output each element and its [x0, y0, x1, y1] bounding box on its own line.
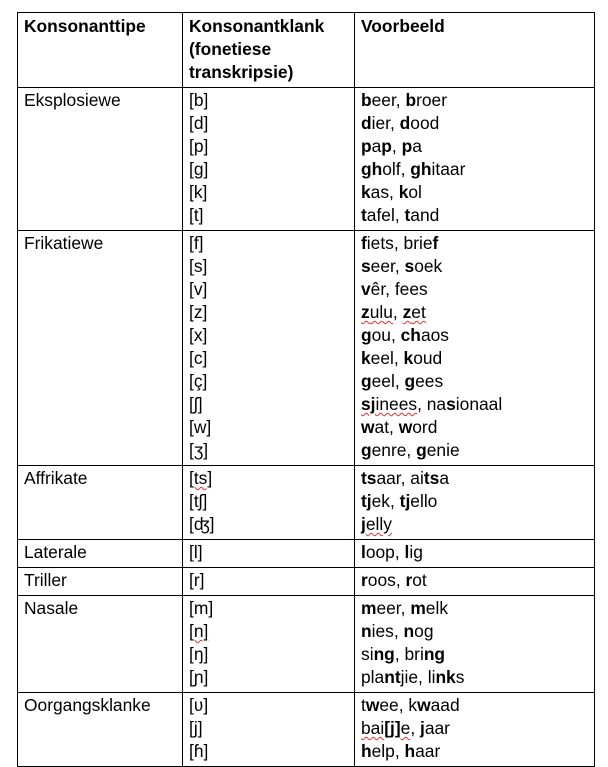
consonant-type-cell	[18, 693, 183, 767]
phonetic-transcription: [s]	[189, 256, 208, 276]
consonant-sound-cell	[183, 466, 355, 540]
example-words: geel, gees	[361, 371, 444, 391]
example-words: loop, lig	[361, 542, 423, 562]
consonant-type-cell	[18, 540, 183, 568]
example-words: kas, kol	[361, 182, 422, 202]
table-row	[18, 568, 595, 596]
phonetic-transcription: [d]	[189, 113, 209, 133]
example-words: meer, melk	[361, 598, 449, 618]
table-row	[18, 231, 595, 466]
phonetic-transcription: [r]	[189, 570, 205, 590]
header-consonant-sound: Konsonantklank (fonetiese transkripsie)	[183, 13, 355, 88]
phonetic-transcription: [j]	[189, 718, 203, 738]
consonant-type: Frikatiewe	[24, 233, 104, 253]
consonant-type: Eksplosiewe	[24, 90, 121, 110]
example-words: twee, kwaad	[361, 695, 460, 715]
phonetic-transcription: [ʤ]	[189, 514, 215, 534]
consonant-type: Oorgangsklanke	[24, 695, 151, 715]
phonetic-transcription: [ŋ]	[189, 644, 209, 664]
consonant-type-cell	[18, 568, 183, 596]
example-cell	[355, 693, 595, 767]
consonant-sound-cell	[183, 693, 355, 767]
header-row	[18, 13, 595, 88]
consonant-type: Nasale	[24, 598, 79, 618]
phonetic-transcription: [v]	[189, 279, 208, 299]
phonetic-transcription: [p]	[189, 136, 209, 156]
example-words: genre, genie	[361, 440, 460, 460]
consonant-type-cell	[18, 231, 183, 466]
example-words: jelly	[361, 514, 392, 534]
example-cell	[355, 540, 595, 568]
example-words: zulu, zet	[361, 302, 426, 322]
consonant-type-cell	[18, 596, 183, 693]
consonant-sound-cell	[183, 596, 355, 693]
consonant-sound-cell	[183, 540, 355, 568]
example-words: roos, rot	[361, 570, 427, 590]
phonetic-transcription: [b]	[189, 90, 209, 110]
example-words: help, haar	[361, 741, 441, 761]
example-words: tjek, tjello	[361, 491, 438, 511]
phonetic-transcription: [z]	[189, 302, 208, 322]
phonetic-transcription: [g]	[189, 159, 209, 179]
phonetic-transcription: [w]	[189, 417, 212, 437]
phonetic-transcription: [ɲ]	[189, 667, 209, 687]
example-words: pap, pa	[361, 136, 422, 156]
example-words: sing, bring	[361, 644, 446, 664]
phonetic-transcription: [c]	[189, 348, 208, 368]
example-cell	[355, 596, 595, 693]
example-words: tafel, tand	[361, 205, 440, 225]
phonetic-transcription: [tʃ]	[189, 491, 208, 511]
phonetic-transcription: [m]	[189, 598, 214, 618]
consonant-table	[17, 12, 595, 767]
consonant-sound-cell	[183, 88, 355, 231]
example-words: keel, koud	[361, 348, 443, 368]
phonetic-transcription: [f]	[189, 233, 204, 253]
phonetic-transcription: [ts]	[189, 468, 213, 488]
phonetic-transcription: [ʒ]	[189, 440, 209, 460]
example-words: dier, dood	[361, 113, 440, 133]
phonetic-transcription: [x]	[189, 325, 208, 345]
phonetic-transcription: [ʃ]	[189, 394, 203, 414]
phonetic-transcription: [l]	[189, 542, 203, 562]
example-cell	[355, 568, 595, 596]
consonant-sound-cell	[183, 231, 355, 466]
example-words: tsaar, aitsa	[361, 468, 449, 488]
example-words: plantjie, links	[361, 667, 465, 687]
example-words: fiets, brief	[361, 233, 439, 253]
consonant-type: Laterale	[24, 542, 87, 562]
table-row	[18, 88, 595, 231]
example-cell	[355, 231, 595, 466]
consonant-type: Affrikate	[24, 468, 88, 488]
consonant-sound-cell	[183, 568, 355, 596]
phonetic-transcription: [t]	[189, 205, 204, 225]
phonetic-transcription: [ç]	[189, 371, 208, 391]
header-consonant-type: Konsonanttipe	[18, 13, 183, 88]
example-words: gou, chaos	[361, 325, 449, 345]
table-row	[18, 596, 595, 693]
example-words: bai[j]e, jaar	[361, 718, 450, 738]
example-cell	[355, 466, 595, 540]
phonetic-transcription: [ʋ]	[189, 695, 209, 715]
example-words: gholf, ghitaar	[361, 159, 466, 179]
example-words: beer, broer	[361, 90, 448, 110]
table-row	[18, 693, 595, 767]
phonetic-transcription: [n]	[189, 621, 209, 641]
example-words: wat, word	[361, 417, 438, 437]
example-words: sjinees, nasionaal	[361, 394, 503, 414]
phonetic-transcription: [ɦ]	[189, 741, 209, 761]
phonetic-transcription: [k]	[189, 182, 208, 202]
example-words: seer, soek	[361, 256, 443, 276]
table-row	[18, 466, 595, 540]
example-cell	[355, 88, 595, 231]
consonant-type-cell	[18, 466, 183, 540]
example-words: vêr, fees	[361, 279, 428, 299]
example-words: nies, nog	[361, 621, 434, 641]
header-example: Voorbeeld	[355, 13, 595, 88]
table-row	[18, 540, 595, 568]
consonant-type: Triller	[24, 570, 67, 590]
consonant-type-cell	[18, 88, 183, 231]
